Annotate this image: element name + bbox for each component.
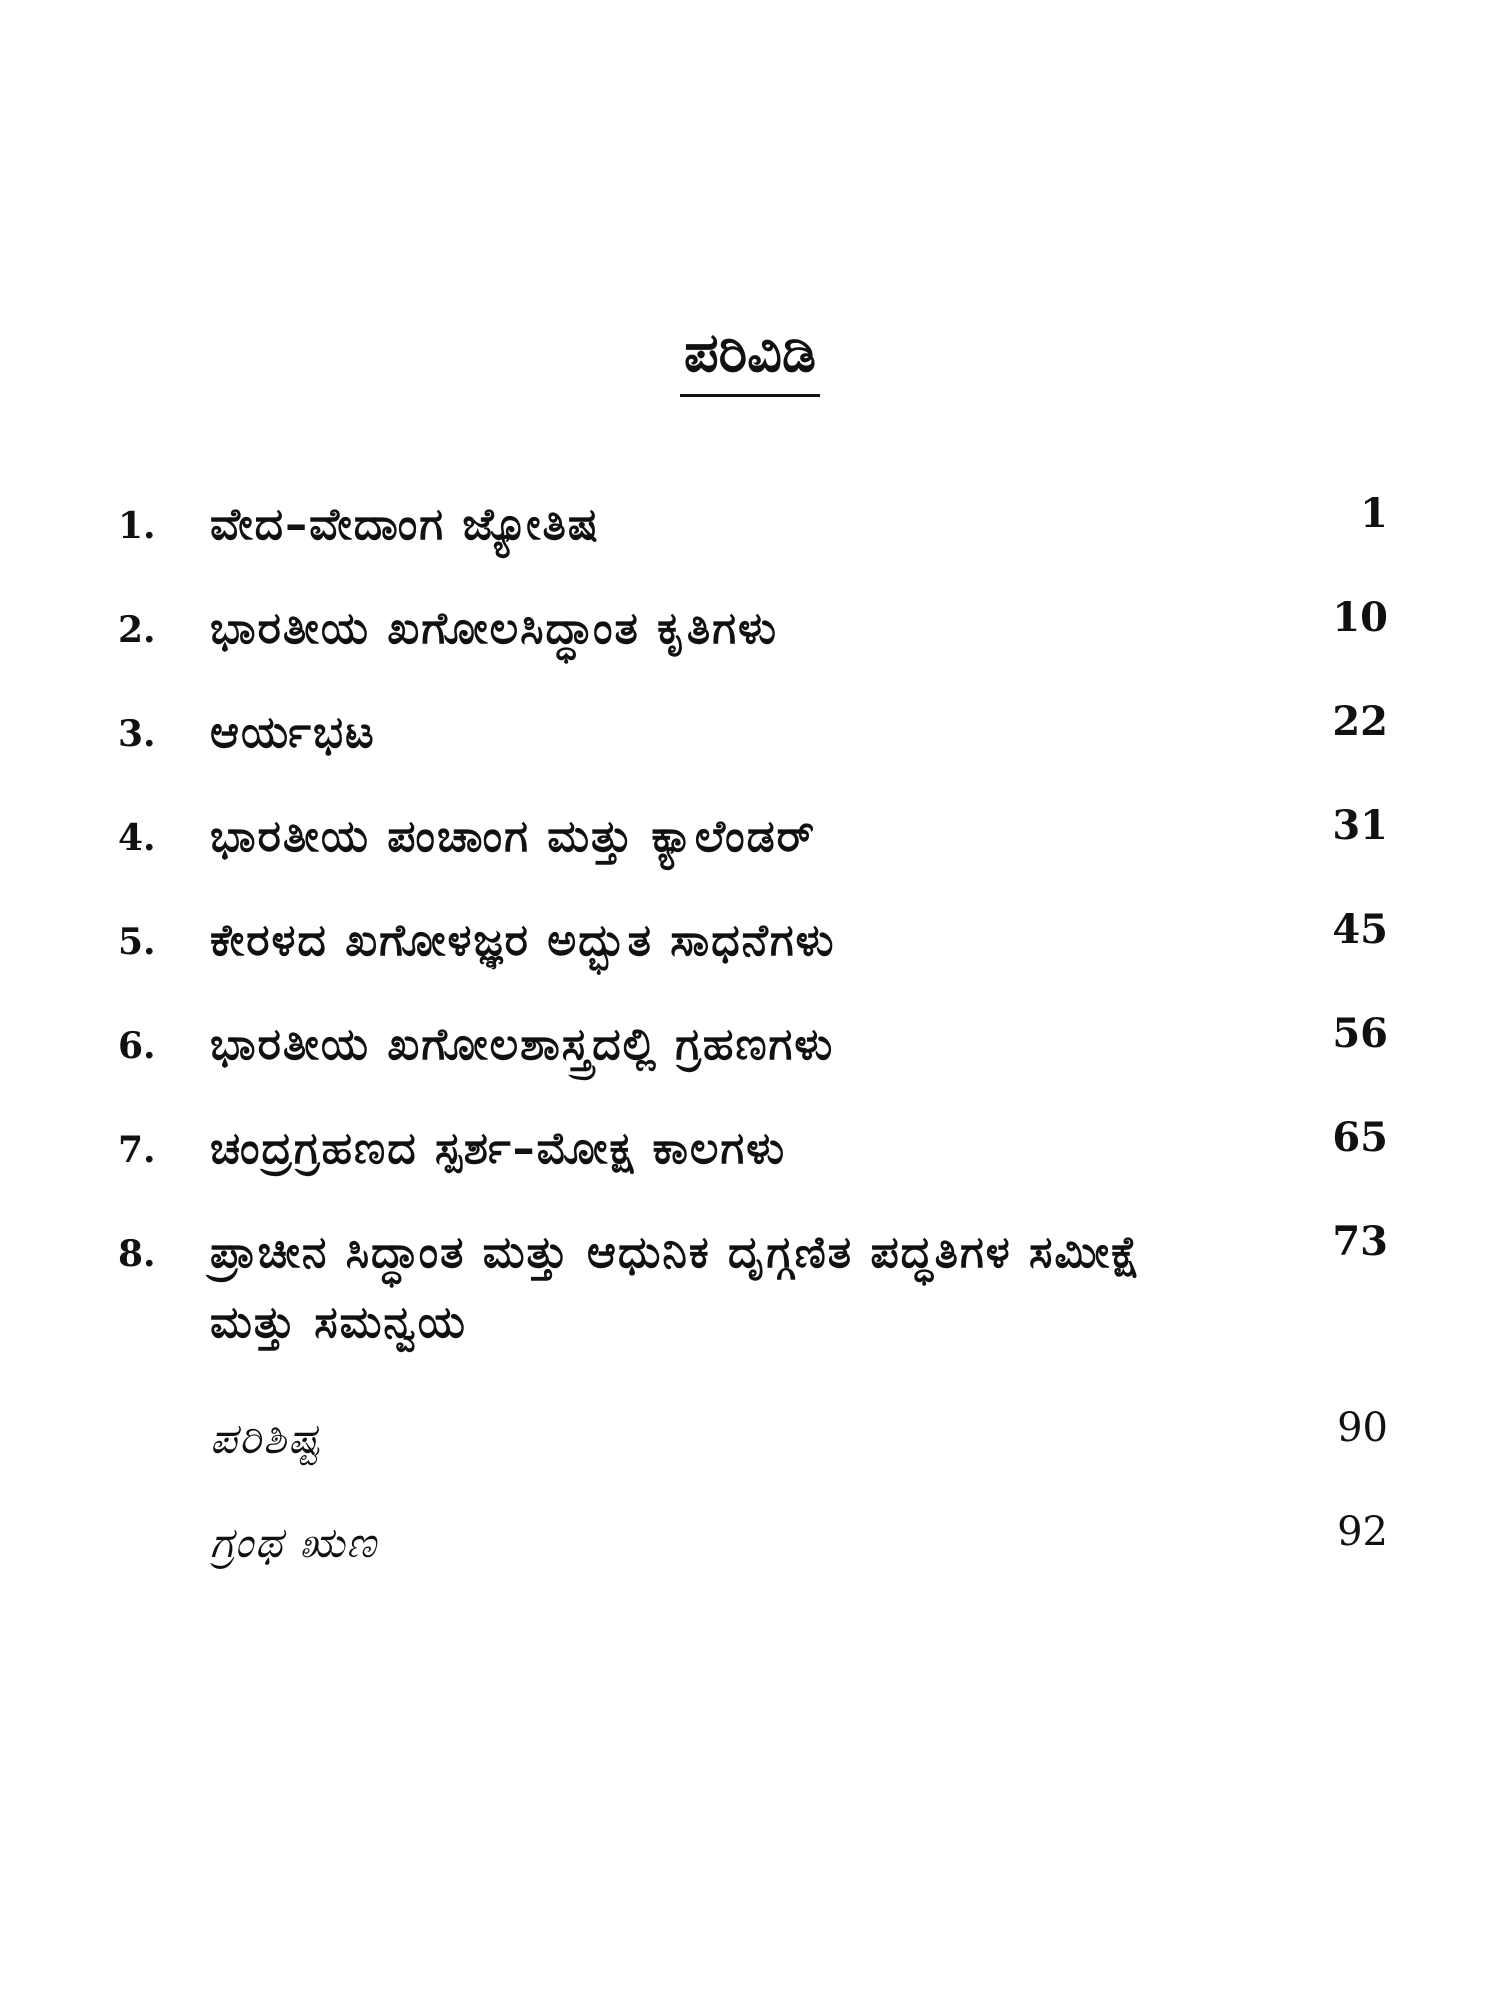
appendix-page-number: 90: [1337, 1405, 1388, 1451]
entry-number: 7.: [118, 1129, 156, 1171]
toc-entry-2: [118, 584, 1388, 688]
entry-page-number: 22: [1332, 698, 1388, 745]
entry-number: 5.: [118, 921, 156, 963]
toc-entry-4: [118, 792, 1388, 896]
toc-appendix-2: [118, 1498, 1388, 1602]
entry-title: ಭಾರತೀಯ ಪಂಚಾಂಗ ಮತ್ತು ಕ್ಯಾಲೆಂಡರ್: [210, 811, 817, 862]
appendix-title: ಪರಿಶಿಷ್ಟ: [210, 1414, 322, 1463]
entry-title: ಭಾರತೀಯ ಖಗೋಲಸಿದ್ಧಾಂತ ಕೃತಿಗಳು: [210, 603, 778, 654]
entry-title: ಆರ್ಯಭಟ: [210, 707, 376, 758]
entry-number: 3.: [118, 713, 156, 755]
entry-title: ಕೇರಳದ ಖಗೋಳಜ್ಞರ ಅದ್ಭುತ ಸಾಧನೆಗಳು: [210, 915, 836, 966]
entry-page-number: 1: [1360, 490, 1388, 537]
entry-page-number: 73: [1332, 1218, 1388, 1265]
toc-entry-6: [118, 1000, 1388, 1104]
appendix-title: ಗ್ರಂಥ ಋಣ: [210, 1518, 379, 1567]
toc-entry-3: [118, 688, 1388, 792]
entry-number: 6.: [118, 1025, 156, 1067]
table-of-contents: [118, 480, 1388, 1602]
entry-title: ವೇದ–ವೇದಾಂಗ ಜ್ಯೋತಿಷ: [210, 499, 600, 550]
entry-number: 4.: [118, 817, 156, 859]
page-title-text: ಪರಿವಿಡಿ: [680, 318, 820, 397]
entry-title: ಭಾರತೀಯ ಖಗೋಲಶಾಸ್ತ್ರದಲ್ಲಿ ಗ್ರಹಣಗಳು: [210, 1019, 835, 1070]
entry-page-number: 31: [1332, 802, 1388, 849]
entry-number: 2.: [118, 609, 156, 651]
toc-entry-7: [118, 1104, 1388, 1208]
appendix-page-number: 92: [1337, 1509, 1388, 1555]
entry-title: ಪ್ರಾಚೀನ ಸಿದ್ಧಾಂತ ಮತ್ತು ಆಧುನಿಕ ದೃಗ್ಗಣಿತ ಪದ್ಧತಿಗಳ ಸಮೀಕ್ಷೆ ಮತ್ತು ಸಮನ್ವಯ: [210, 1227, 1142, 1348]
entry-page-number: 56: [1332, 1010, 1388, 1057]
entry-number: 1.: [118, 505, 156, 547]
entry-page-number: 10: [1332, 594, 1388, 641]
entry-page-number: 45: [1332, 906, 1388, 953]
entry-page-number: 65: [1332, 1114, 1388, 1161]
toc-entry-5: [118, 896, 1388, 1000]
entry-number: 8.: [118, 1233, 156, 1275]
toc-appendix-1: [118, 1394, 1388, 1498]
toc-entry-1: [118, 480, 1388, 584]
toc-entry-8: [118, 1208, 1388, 1394]
page-title: [0, 318, 1500, 397]
entry-title: ಚಂದ್ರಗ್ರಹಣದ ಸ್ಪರ್ಶ–ಮೋಕ್ಷ ಕಾಲಗಳು: [210, 1123, 787, 1174]
